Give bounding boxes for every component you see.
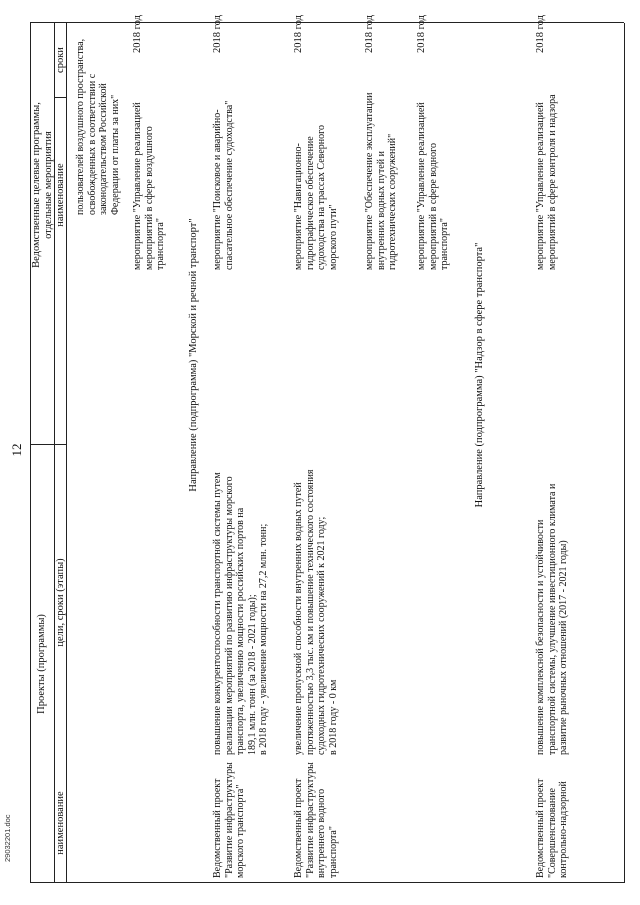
air-transport-event: мероприятие "Управление реализацией мероприятий в сфере воздушного транспорта" bbox=[132, 102, 167, 270]
project-maritime-infrastructure-name: Ведомственный проект "Развитие инфраструктуры морского транспорта" bbox=[212, 762, 247, 878]
page-number: 12 bbox=[9, 443, 24, 457]
table-left-border bbox=[30, 882, 624, 883]
programs-name-column-header: наименование bbox=[55, 163, 66, 227]
project-inland-waterway-goals: увеличение пропускной способности внутренних водных путей протяженностью 3,3 тыс. км и повышение технического состояния судоходных гидротехнических сооружений к 2021 году; в 2018 году - 0 км bbox=[293, 469, 339, 755]
direction-maritime-river: Направление (подпрограмма) "Морской и речной транспорт" bbox=[188, 218, 199, 492]
terms-column-header: сроки bbox=[55, 47, 66, 73]
direction-transport-supervision: Направление (подпрограмма) "Надзор в сфере транспорта" bbox=[474, 242, 485, 508]
project-control-supervision-goals: повышение комплексной безопасности и устойчивости транспортной системы, улучшение инвестиционного климата и развитие рыночных отношений (2017 - 2021 годы) bbox=[535, 483, 570, 755]
navigation-hydrographic-event: мероприятие "Навигационно- гидрографическое обеспечение судоходства на трассах Северного морского пути" bbox=[293, 125, 339, 270]
waterway-operation-event: мероприятие "Обеспечение эксплуатации внутренних водных путей и гидротехнических сооружений" bbox=[364, 92, 399, 270]
document-code: 29032201.doc bbox=[3, 814, 12, 862]
search-rescue-event: мероприятие "Поисковое и аварийно- спасательное обеспечение судоходства" bbox=[212, 100, 235, 270]
air-transport-event-year: 2018 год bbox=[132, 15, 143, 53]
search-rescue-event-year: 2018 год bbox=[212, 15, 223, 53]
water-transport-management-event-year: 2018 год bbox=[416, 15, 427, 53]
navigation-hydrographic-event-year: 2018 год bbox=[293, 15, 304, 53]
name-column-header: наименование bbox=[55, 791, 66, 855]
continued-event-text: пользователей воздушного пространства, освобожденных в соответствии с законодательством Российской Федерации от платы за них" bbox=[75, 38, 121, 215]
table-bottom-border bbox=[624, 23, 625, 883]
project-inland-waterway-name: Ведомственный проект "Развитие инфраструктуры внутреннего водного транспорта" bbox=[293, 762, 339, 878]
control-supervision-event-year: 2018 год bbox=[535, 15, 546, 53]
control-supervision-event: мероприятие "Управление реализацией мероприятий в сфере контроля и надзора bbox=[535, 94, 558, 270]
projects-header: Проекты (программы) bbox=[36, 614, 47, 714]
waterway-operation-event-year: 2018 год bbox=[364, 15, 375, 53]
water-transport-management-event: мероприятие "Управление реализацией мероприятий в сфере водного транспорта" bbox=[416, 102, 451, 270]
project-control-supervision-name: Ведомственный проект "Совершенствование контрольно-надзорной bbox=[535, 778, 570, 878]
project-maritime-infrastructure-goals: повышение конкурентоспособности транспортной системы путем реализации мероприятий по развитию инфраструктуры морского транспорта, увеличению мощности российских портов на 189,1 млн. тонн (за 2018 - 2021 годы); в 2018 году - увеличение мощности на 27,2 млн. тонн; bbox=[212, 472, 270, 755]
header-terms-divider bbox=[54, 97, 66, 98]
programs-header: Ведомственные целевые программы, отдельные мероприятия bbox=[31, 102, 54, 268]
goals-column-header: цели, сроки (этапы) bbox=[55, 558, 66, 647]
